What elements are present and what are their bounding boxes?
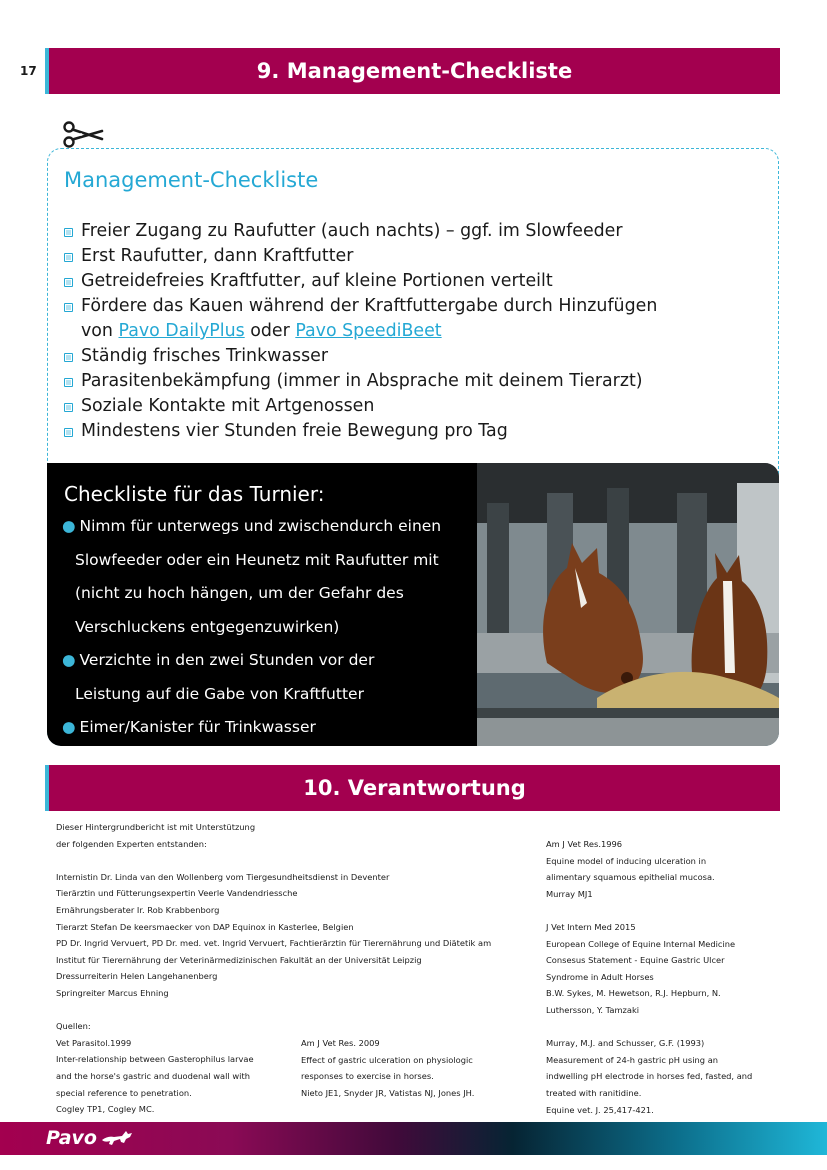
checkbox-icon xyxy=(64,403,73,412)
text-line: Luthersson, Y. Tamzaki xyxy=(546,1004,640,1015)
checkbox-icon xyxy=(64,253,73,262)
page-number: 17 xyxy=(20,64,37,78)
list-item-text: Verzichte in den zwei Stunden vor der xyxy=(79,651,375,669)
checkbox-icon xyxy=(64,278,73,287)
text-line: special reference to penetration. xyxy=(56,1087,192,1098)
text-line: Am J Vet Res. 2009 xyxy=(301,1038,380,1048)
list-item-continuation: Slowfeeder oder ein Heunetz mit Raufutter mit xyxy=(75,550,439,569)
link-pavo-dailyplus[interactable]: Pavo DailyPlus xyxy=(118,321,245,341)
list-item-continuation: Leistung auf die Gabe von Kraftfutter xyxy=(75,684,364,703)
text-line: J Vet Intern Med 2015 xyxy=(546,921,636,932)
text-line: Inter-relationship between Gasterophilus larvae xyxy=(56,1054,254,1065)
list-item xyxy=(64,294,764,319)
list-item xyxy=(64,244,764,269)
text-line xyxy=(56,1002,491,1019)
text-line xyxy=(56,852,491,869)
logo-text: Pavo xyxy=(46,1127,97,1149)
text-line xyxy=(546,902,752,919)
horses-photo xyxy=(477,463,779,746)
list-item xyxy=(64,369,764,394)
credits-right-column xyxy=(546,836,752,1118)
list-item-text: Erst Raufutter, dann Kraftfutter xyxy=(81,246,354,266)
text-line: Dressurreiterin Helen Langehanenberg xyxy=(56,971,218,982)
tournament-checklist xyxy=(62,510,472,745)
checkbox-icon xyxy=(64,303,73,312)
text-line: indwelling pH electrode in horses fed, fasted, and xyxy=(546,1071,753,1082)
bullet-icon: ● xyxy=(62,651,76,669)
text-line: responses to exercise in horses. xyxy=(301,1071,434,1082)
text-line: Measurement of 24-h gastric pH using an xyxy=(546,1054,719,1065)
checkbox-icon xyxy=(64,378,73,387)
list-item-text: Mindestens vier Stunden freie Bewegung pro Tag xyxy=(81,421,508,441)
text-line: Tierärztin und Fütterungsexpertin Veerle Vandendriessche xyxy=(56,888,298,899)
section-9-heading: 9. Management-Checkliste xyxy=(49,48,780,94)
checklist-title: Management-Checkliste xyxy=(64,168,319,192)
list-item xyxy=(64,269,764,294)
checkbox-icon xyxy=(64,353,73,362)
text-line: Am J Vet Res.1996 xyxy=(546,839,623,849)
text-line: B.W. Sykes, M. Hewetson, R.J. Hepburn, N. xyxy=(546,988,721,999)
text-line: European College of Equine Internal Medicine xyxy=(546,938,736,949)
list-item xyxy=(64,419,764,444)
management-checklist xyxy=(64,219,764,444)
text-line: Effect of gastric ulceration on physiologic xyxy=(301,1054,473,1065)
text-line: Internistin Dr. Linda van den Wollenberg vom Tiergesundheitsdienst in Deventer xyxy=(56,871,390,882)
link-pavo-speedibeet[interactable]: Pavo SpeediBeet xyxy=(295,321,442,341)
list-item-text: Eimer/Kanister für Trinkwasser xyxy=(79,718,316,736)
text-line: Springreiter Marcus Ehning xyxy=(56,987,169,998)
list-item xyxy=(64,219,764,244)
list-item-text: Fördere das Kauen während der Kraftfuttergabe durch Hinzufügen xyxy=(81,296,658,316)
list-item-text: Getreidefreies Kraftfutter, auf kleine Portionen verteilt xyxy=(81,271,553,291)
list-item-text: Soziale Kontakte mit Artgenossen xyxy=(81,396,375,416)
tournament-title: Checkliste für das Turnier: xyxy=(64,482,325,506)
text-line: Institut für Tierernährung der Veterinärmedizinischen Fakultät an der Universität Leipzig xyxy=(56,954,422,965)
text-line: Equine model of inducing ulceration in xyxy=(546,855,707,866)
credits-middle-column xyxy=(301,1035,474,1101)
text-line: Equine vet. J. 25,417-421. xyxy=(546,1104,654,1115)
list-item xyxy=(64,394,764,419)
text-line xyxy=(546,1019,752,1036)
checkbox-icon xyxy=(64,228,73,237)
text-line: Cogley TP1, Cogley MC. xyxy=(56,1104,155,1115)
list-item-text: oder xyxy=(244,321,296,341)
list-item-text: Parasitenbekämpfung (immer in Absprache mit deinem Tierarzt) xyxy=(81,371,643,391)
text-line: Murray, M.J. and Schusser, G.F. (1993) xyxy=(546,1038,705,1049)
text-line: Ernährungsberater Ir. Rob Krabbenborg xyxy=(56,904,220,915)
list-item-text: Freier Zugang zu Raufutter (auch nachts) – ggf. im Slowfeeder xyxy=(81,221,623,241)
text-line: Syndrome in Adult Horses xyxy=(546,971,654,982)
list-item-continuation xyxy=(64,319,764,344)
list-item-continuation: (nicht zu hoch hängen, um der Gefahr des xyxy=(75,584,404,602)
text-line: Vet Parasitol.1999 xyxy=(56,1037,132,1048)
section-10-heading: 10. Verantwortung xyxy=(49,765,780,811)
bullet-icon: ● xyxy=(62,517,76,535)
text-line: Tierarzt Stefan De keersmaecker von DAP Equinox in Kasterlee, Belgien xyxy=(56,921,354,932)
list-item-continuation: Verschluckens entgegenzuwirken) xyxy=(75,617,340,636)
text-line: alimentary squamous epithelial mucosa. xyxy=(546,872,715,883)
horse-logo-icon xyxy=(100,1128,134,1148)
list-item xyxy=(62,510,472,544)
text-line: Murray MJ1 xyxy=(546,888,593,899)
list-item-text: Nimm für unterwegs und zwischendurch einen xyxy=(79,517,442,535)
text-line: Consesus Statement - Equine Gastric Ulcer xyxy=(546,955,725,966)
text-line: Quellen: xyxy=(56,1021,91,1032)
text-line: treated with ranitidine. xyxy=(546,1087,642,1098)
list-item-text: Ständig frisches Trinkwasser xyxy=(81,346,328,366)
text-line: Nieto JE1, Snyder JR, Vatistas NJ, Jones JH. xyxy=(301,1087,475,1098)
text-line: der folgenden Experten entstanden: xyxy=(56,838,207,849)
footer-margin xyxy=(0,1155,827,1170)
text-line: PD Dr. Ingrid Vervuert, PD Dr. med. vet. Ingrid Vervuert, Fachtierärztin für Tierernährung und Diätetik am xyxy=(56,938,492,949)
text-line: and the horse's gastric and duodenal wall with xyxy=(56,1070,250,1081)
list-item xyxy=(62,644,472,678)
pavo-logo xyxy=(46,1125,134,1151)
scissors-icon xyxy=(62,118,104,152)
checkbox-icon xyxy=(64,428,73,437)
list-item-text: von xyxy=(81,321,119,341)
list-item xyxy=(64,344,764,369)
text-line: Dieser Hintergrundbericht ist mit Unterstützung xyxy=(56,822,256,832)
list-item xyxy=(62,711,472,745)
bullet-icon: ● xyxy=(62,718,76,736)
